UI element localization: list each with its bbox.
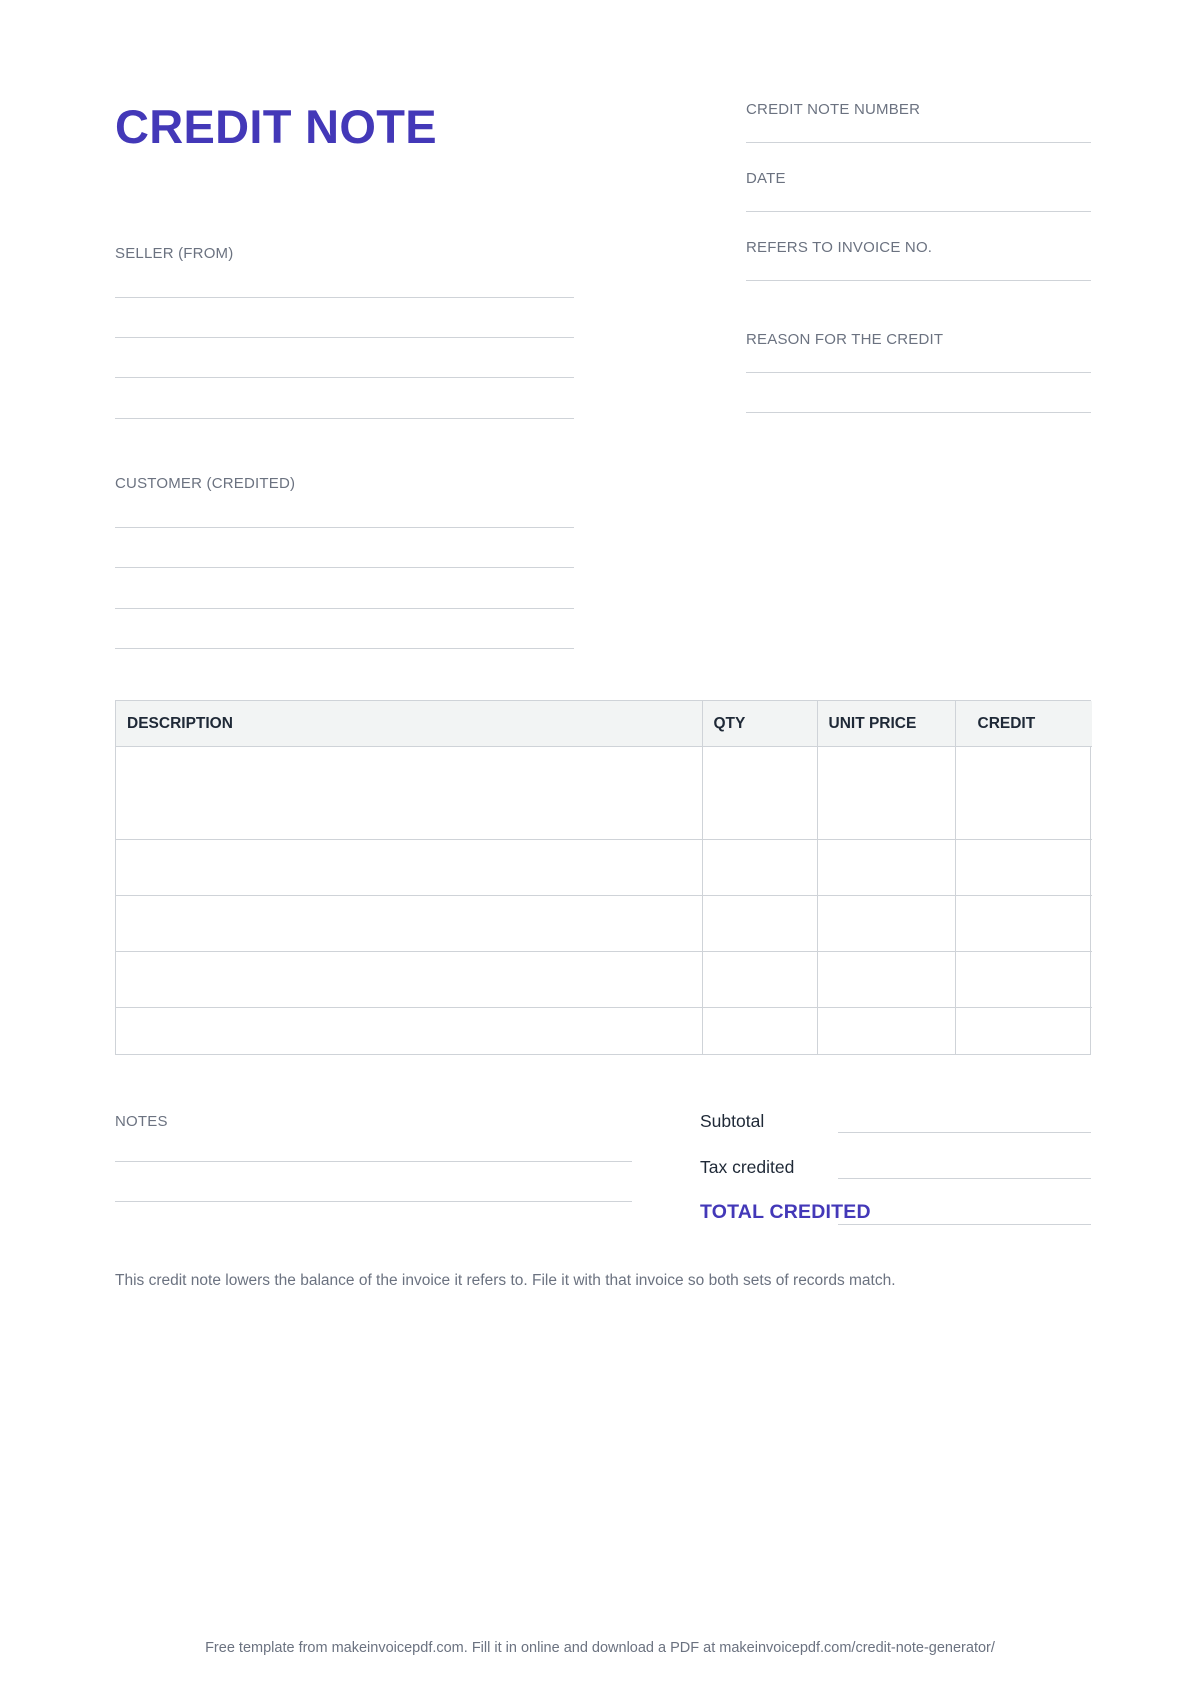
document-title: CREDIT NOTE — [115, 100, 437, 153]
seller-line-1[interactable] — [115, 297, 574, 298]
refers-to-invoice-field[interactable] — [746, 280, 1091, 281]
subtotal-label: Subtotal — [700, 1111, 765, 1131]
table-row — [116, 747, 1092, 794]
tax-credited-field[interactable] — [838, 1178, 1091, 1179]
seller-line-2[interactable] — [115, 337, 574, 338]
qty-cell[interactable] — [702, 896, 817, 952]
notes-line-1[interactable] — [115, 1161, 632, 1162]
customer-label: CUSTOMER (CREDITED) — [115, 475, 296, 492]
description-cell[interactable] — [116, 840, 702, 896]
credit-cell[interactable] — [955, 896, 1092, 952]
qty-cell[interactable] — [702, 951, 817, 1007]
reason-field-line-2[interactable] — [746, 412, 1091, 413]
column-header-credit: CREDIT — [955, 701, 1092, 747]
table-row — [116, 951, 1092, 1007]
table-row — [116, 896, 1092, 952]
tax-credited-label: Tax credited — [700, 1157, 795, 1177]
qty-cell[interactable] — [702, 793, 817, 840]
customer-line-2[interactable] — [115, 567, 574, 568]
unit-price-cell[interactable] — [817, 840, 955, 896]
seller-label: SELLER (FROM) — [115, 245, 234, 262]
seller-line-4[interactable] — [115, 418, 574, 419]
notes-label: NOTES — [115, 1113, 168, 1130]
items-table — [115, 700, 1091, 1055]
reason-field-line-1[interactable] — [746, 372, 1091, 373]
credit-cell[interactable] — [955, 1007, 1092, 1054]
column-header-description: DESCRIPTION — [116, 701, 702, 747]
credit-cell[interactable] — [955, 951, 1092, 1007]
description-cell[interactable] — [116, 951, 702, 1007]
qty-cell[interactable] — [702, 747, 817, 794]
refers-to-invoice-label: REFERS TO INVOICE NO. — [746, 239, 933, 256]
page-footer: Free template from makeinvoicepdf.com. Fill it in online and download a PDF at makeinvoicepdf.com/credit-note-generator/ — [205, 1640, 995, 1656]
date-label: DATE — [746, 170, 786, 187]
description-cell[interactable] — [116, 896, 702, 952]
credit-note-number-label: CREDIT NOTE NUMBER — [746, 101, 921, 118]
column-header-qty: QTY — [702, 701, 817, 747]
unit-price-cell[interactable] — [817, 747, 955, 794]
table-row — [116, 840, 1092, 896]
credit-cell[interactable] — [955, 747, 1092, 794]
date-field[interactable] — [746, 211, 1091, 212]
customer-line-3[interactable] — [115, 608, 574, 609]
credit-cell[interactable] — [955, 793, 1092, 840]
customer-line-1[interactable] — [115, 527, 574, 528]
description-cell[interactable] — [116, 747, 702, 794]
seller-line-3[interactable] — [115, 377, 574, 378]
customer-line-4[interactable] — [115, 648, 574, 649]
unit-price-cell[interactable] — [817, 896, 955, 952]
unit-price-cell[interactable] — [817, 951, 955, 1007]
footnote-text: This credit note lowers the balance of the invoice it refers to. File it with that invoice so both sets of records match. — [115, 1272, 896, 1289]
qty-cell[interactable] — [702, 1007, 817, 1054]
reason-label: REASON FOR THE CREDIT — [746, 331, 944, 348]
qty-cell[interactable] — [702, 840, 817, 896]
notes-line-2[interactable] — [115, 1201, 632, 1202]
description-cell[interactable] — [116, 1007, 702, 1054]
table-header-row — [116, 701, 1092, 747]
unit-price-cell[interactable] — [817, 1007, 955, 1054]
total-credited-label: TOTAL CREDITED — [700, 1201, 871, 1223]
column-header-unit-price: UNIT PRICE — [817, 701, 955, 747]
credit-cell[interactable] — [955, 840, 1092, 896]
table-row — [116, 1007, 1092, 1054]
subtotal-field[interactable] — [838, 1132, 1091, 1133]
table-row — [116, 793, 1092, 840]
unit-price-cell[interactable] — [817, 793, 955, 840]
credit-note-number-field[interactable] — [746, 142, 1091, 143]
total-credited-field[interactable] — [838, 1224, 1091, 1225]
description-cell[interactable] — [116, 793, 702, 840]
